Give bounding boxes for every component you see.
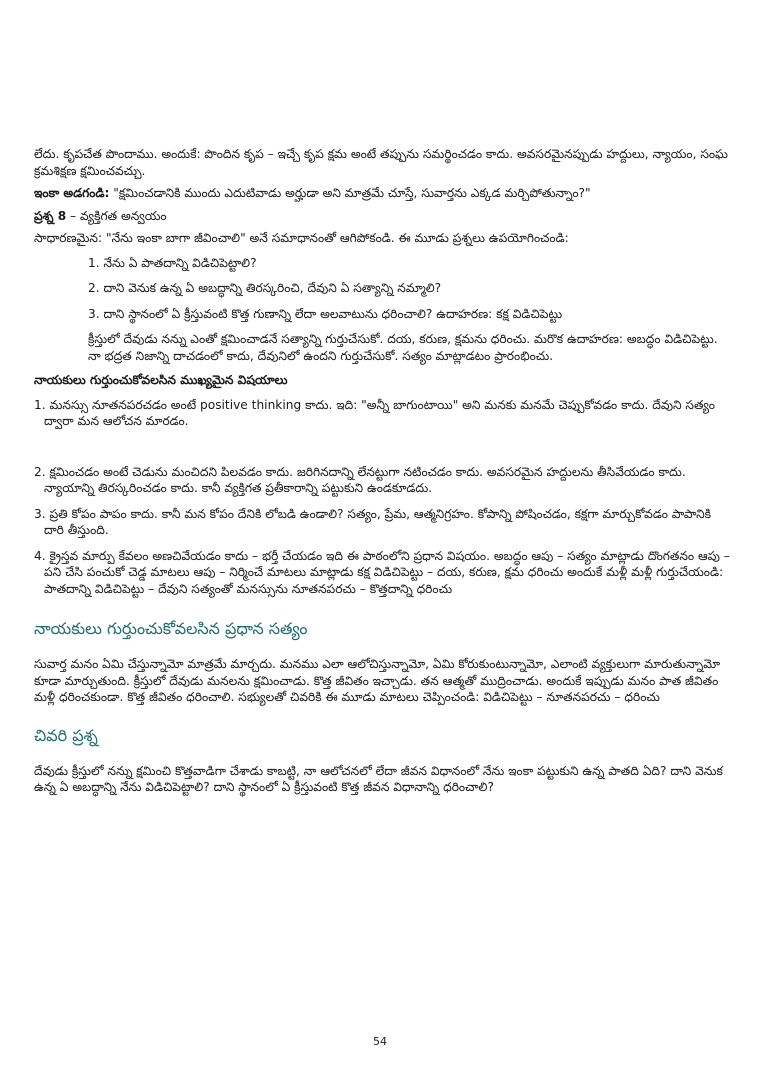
main-truth-heading: నాయకులు గుర్తుంచుకోవలసిన ప్రధాన సత్యం	[34, 619, 308, 638]
question-8-label: ప్రశ్న 8	[34, 208, 67, 223]
leader-point-2: 2. క్షమించడం అంటే చెడును మంచిదని పిలవడం కాదు. జరిగినదాన్ని లేనట్టుగా నటించడం కాదు. అవసరమైన హద్దులను తీసివేయడం కాదు. న్యాయాన్ని తిరస్కరించడం కాదు. కానీ వ్యక్తిగత ప్రతీకారాన్ని పట్టుకుని ఉండకూడదు.	[34, 464, 686, 495]
ask-line	[34, 185, 730, 202]
ask-label: ఇంకా అడగండి:	[34, 186, 110, 200]
sub-item-3: 3. దాని స్థానంలో ఏ క్రీస్తువంటి కొత్త గుణాన్ని లేదా అలవాటును ధరించాలి? ఉదాహరణ: కక్ష విడిచిపెట్టు	[88, 306, 563, 321]
sub-item-2: 2. దాని వెనుక ఉన్న ఏ అబద్ధాన్ని తిరస్కరించి, దేవుని ఏ సత్యాన్ని నమ్మాలి?	[88, 281, 442, 295]
question-8-heading	[34, 208, 730, 225]
sub-paragraph-example: క్రీస్తులో దేవుడు నన్ను ఎంతో క్షమించాడనే సత్యాన్ని గుర్తుచేసుకో. దయ, కరుణ, క్షమను ధరించు. మరొక ఉదాహరణ: అబద్ధం విడిచిపెట్టు. నా భద్రత నిజాన్ని దాచడంలో కాదు, దేవునిలో ఉందని గుర్తుచేసుకో. సత్యం మాట్లాడటం ప్రారంభించు.	[88, 332, 718, 363]
page-content	[34, 146, 730, 796]
question-8-title: – వ్యక్తిగత అన్వయం	[66, 208, 167, 223]
leader-point-4: 4. క్రైస్తవ మార్పు కేవలం అణచివేయడం కాదు – భర్తీ చేయడం ఇది ఈ పాఠంలోని ప్రధాన విషయం. అబద్ధం ఆపు – సత్యం మాట్లాడు దొంగతనం ఆపు – పని చేసి పంచుకో చెడ్డ మాటలు ఆపు – నిర్మించే మాటలు మాట్లాడు కక్ష విడిచిపెట్టు – దయ, కరుణ, క్షమ ధరించు అందుకే మళ్లీ మళ్లీ గుర్తుచేయండి: పాతదాన్ని విడిచిపెట్టు – దేవుని సత్యంతో మనస్సును నూతనపరచు – కొత్తదాన్ని ధరించు	[34, 548, 730, 596]
page-number: 54	[373, 1035, 387, 1048]
final-question-paragraph: దేవుడు క్రీస్తులో నన్ను క్షమించి కొత్తవాడిగా చేశాడు కాబట్టి, నా ఆలోచనలో లేదా జీవన విధానంలో నేను ఇంకా పట్టుకుని ఉన్న పాతది ఏది? దాని వెనుక ఉన్న ఏ అబద్ధాన్ని నేను విడిచిపెట్టాలి? దాని స్థానంలో ఏ క్రీస్తువంటి కొత్త జీవన విధానాన్ని ధరించాలి?	[34, 763, 723, 794]
main-truth-paragraph: సువార్త మనం ఏమి చేస్తున్నామో మాత్రమే మార్చదు. మనము ఎలా ఆలోచిస్తున్నామో, ఏమి కోరుకుంటున్నామో, ఎలాంటి వ్యక్తులుగా మారుతున్నామో కూడా మార్చుతుంది. క్రీస్తులో దేవుడు మనలను క్షమించాడు. కొత్త జీవితం ఇచ్చాడు. తన ఆత్మతో ముద్రించాడు. అందుకే ఇప్పుడు మనం పాత జీవితం మళ్లీ ధరించకుండా. కొత్త జీవితం ధరించాలి. సభ్యులతో చివరికి ఈ మూడు మాటలు చెప్పించండి: విడిచిపెట్టు – నూతనపరచు – ధరించు	[34, 657, 721, 704]
leaders-points-heading: నాయకులు గుర్తుంచుకోవలసిన ముఖ్యమైన విషయాలు	[34, 373, 288, 387]
paragraph-grace: లేదు. కృపచేత పొందాము. అందుకే: పొందిన కృప – ఇచ్చే కృప క్షమ అంటే తప్పును సమర్థించడం కాదు. అవసరమైనప్పుడు హద్దులు, న్యాయం, సంఘ క్రమశిక్షణ క్షమించవచ్చు.	[34, 147, 728, 178]
leader-point-3: 3. ప్రతి కోపం పాపం కాదు. కానీ మన కోపం దేనికి లోబడి ఉండాలి? సత్యం, ప్రేమ, ఆత్మనిగ్రహం. కోపాన్ని పోషించడం, కక్షగా మార్చుకోవడం పాపానికి దారి తీస్తుంది.	[34, 506, 712, 537]
final-question-heading: చివరి ప్రశ్న	[34, 725, 98, 745]
leader-point-1: 1. మనస్సు నూతనపరచడం అంటే positive thinking కాదు. ఇది: "అన్నీ బాగుంటాయి" అని మనకు మనమే చెప్పుకోవడం కాదు. దేవుని సత్యం ద్వారా మన ఆలోచన మారడం.	[34, 397, 715, 428]
sub-item-1: 1. నేను ఏ పాతదాన్ని విడిచిపెట్టాలి?	[88, 255, 257, 270]
intro-paragraph: సాధారణమైన: "నేను ఇంకా బాగా జీవించాలి" అనే సమాధానంతో ఆగిపోకండి. ఈ మూడు ప్రశ్నలు ఉపయోగించండి:	[34, 231, 569, 245]
ask-text: "క్షమించడానికి ముందు ఎదుటివాడు అర్హుడా అని మాత్రమే చూస్తే, సువార్తను ఎక్కడ మర్చిపోతున్నాం?"	[109, 186, 591, 200]
